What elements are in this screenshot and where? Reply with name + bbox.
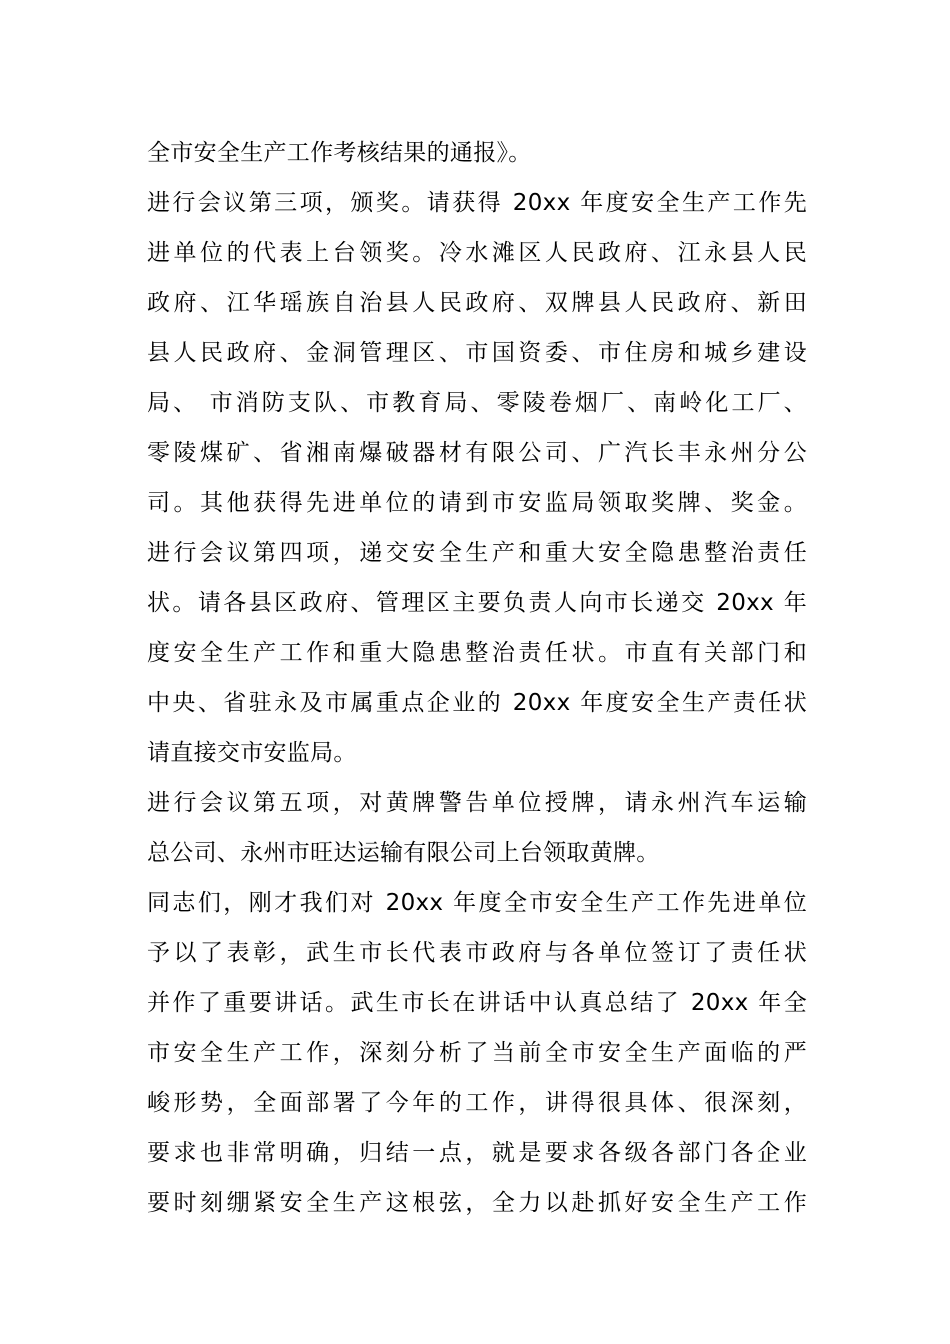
text-line: 度安全生产工作和重大隐患整治责任状。市直有关部门和 bbox=[147, 640, 807, 666]
text-line: 进行会议第三项，颁奖。请获得 20xx 年度安全生产工作先 bbox=[147, 190, 807, 216]
text-line: 要求也非常明确，归结一点，就是要求各级各部门各企业 bbox=[147, 1140, 807, 1166]
document-body bbox=[147, 128, 807, 1228]
text-line: 要时刻绷紧安全生产这根弦，全力以赴抓好安全生产工作 bbox=[147, 1190, 807, 1216]
text-line: 并作了重要讲话。武生市长在讲话中认真总结了 20xx 年全 bbox=[147, 990, 807, 1016]
text-line: 进行会议第五项，对黄牌警告单位授牌，请永州汽车运输 bbox=[147, 790, 807, 816]
text-line: 请直接交市安监局。 bbox=[147, 740, 357, 766]
text-line: 同志们，刚才我们对 20xx 年度全市安全生产工作先进单位 bbox=[147, 890, 807, 916]
text-line: 总公司、永州市旺达运输有限公司上台领取黄牌。 bbox=[147, 840, 660, 866]
text-line: 全市安全生产工作考核结果的通报》。 bbox=[147, 140, 532, 166]
text-line: 政府、江华瑶族自治县人民政府、双牌县人民政府、新田 bbox=[147, 290, 807, 316]
text-line: 予以了表彰，武生市长代表市政府与各单位签订了责任状 bbox=[147, 940, 807, 966]
text-line: 局、 市消防支队、市教育局、零陵卷烟厂、南岭化工厂、 bbox=[147, 390, 807, 416]
text-line: 峻形势，全面部署了今年的工作，讲得很具体、很深刻， bbox=[147, 1090, 807, 1116]
text-line: 进行会议第四项，递交安全生产和重大安全隐患整治责任 bbox=[147, 540, 807, 566]
text-line: 状。请各县区政府、管理区主要负责人向市长递交 20xx 年 bbox=[147, 590, 807, 616]
text-line: 中央、省驻永及市属重点企业的 20xx 年度安全生产责任状 bbox=[147, 690, 807, 716]
text-line: 进单位的代表上台领奖。冷水滩区人民政府、江永县人民 bbox=[147, 240, 807, 266]
text-line: 市安全生产工作，深刻分析了当前全市安全生产面临的严 bbox=[147, 1040, 807, 1066]
text-line: 零陵煤矿、省湘南爆破器材有限公司、广汽长丰永州分公 bbox=[147, 440, 807, 466]
text-line: 司。其他获得先进单位的请到市安监局领取奖牌、奖金。 bbox=[147, 490, 807, 516]
text-line: 县人民政府、金洞管理区、市国资委、市住房和城乡建设 bbox=[147, 340, 807, 366]
